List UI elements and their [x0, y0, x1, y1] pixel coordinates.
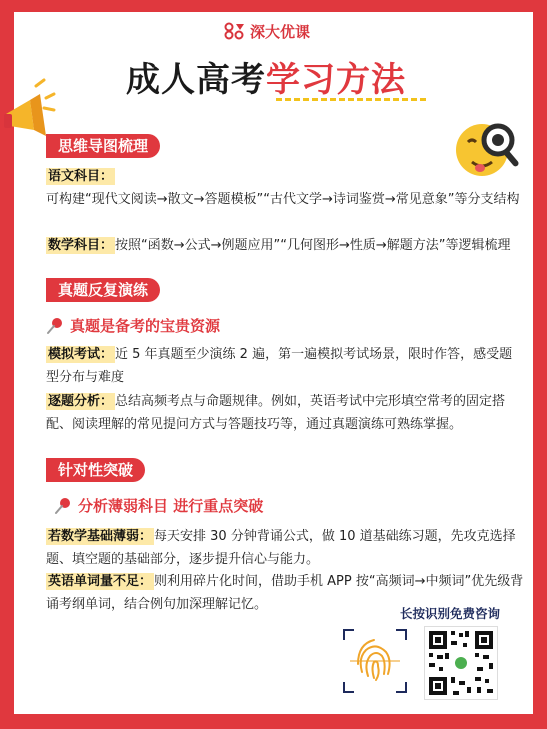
qr-code[interactable]: [424, 626, 498, 700]
section-subheading: 真题是备考的宝贵资源: [46, 315, 220, 336]
item-text: 近 5 年真题至少演练 2 遍，第一遍模拟考试场景，限时作答，感受题型分布与难度: [46, 347, 513, 385]
title-underline: [276, 98, 426, 101]
section-heading-mindmap: 思维导图梳理: [46, 134, 160, 158]
pushpin-icon: [54, 497, 72, 515]
item-text: 可构建“现代文阅读→散文→答题模板”“古代文学→诗词鉴赏→常见意象”等分支结构: [46, 192, 520, 207]
list-item: [46, 343, 524, 389]
pushpin-icon: [46, 317, 64, 335]
list-item: [46, 390, 524, 436]
page-title: 成人高考学习方法: [126, 60, 406, 100]
item-label: 语文科目：: [48, 169, 114, 184]
fingerprint-icon[interactable]: [342, 628, 408, 694]
item-label: 英语单词量不足：: [48, 574, 153, 589]
brand-logo: [224, 20, 310, 42]
item-text: 则利用碎片化时间，借助手机 APP 按“高频词→中频词”优先级背诵考纲单词，结合例句加深理解记忆。: [46, 574, 524, 612]
item-text: 总结高频考点与命题规律。例如，英语考试中完形填空常考的固定搭配、阅读理解的常见提问方式与答题技巧等，通过真题演练可熟练掌握。: [46, 394, 506, 432]
section-heading-practice: 真题反复演练: [46, 278, 160, 302]
item-label: 若数学基础薄弱：: [48, 529, 153, 544]
item-label: 逐题分析：: [48, 394, 114, 409]
list-item: [46, 525, 524, 571]
brand-logo-icon: [224, 22, 246, 40]
list-item: [46, 165, 524, 211]
item-text: 按照“函数→公式→例题应用”“几何图形→性质→解题方法”等逻辑梳理: [115, 238, 511, 253]
item-label: 模拟考试：: [48, 347, 114, 362]
item-text: 每天安排 30 分钟背诵公式，做 10 道基础练习题，先攻克选择题、填空题的基础部分，逐步提升信心与能力。: [46, 529, 516, 567]
section-heading-breakthrough: 针对性突破: [46, 458, 145, 482]
list-item: [46, 234, 524, 257]
page-title-highlight: 学习方法: [266, 60, 406, 100]
item-label: 数学科目：: [48, 238, 114, 253]
cta-label: 长按识别免费咨询: [400, 606, 501, 621]
brand-logo-text: 深大优课: [250, 22, 311, 41]
section-subheading: 分析薄弱科目 进行重点突破: [54, 495, 263, 516]
